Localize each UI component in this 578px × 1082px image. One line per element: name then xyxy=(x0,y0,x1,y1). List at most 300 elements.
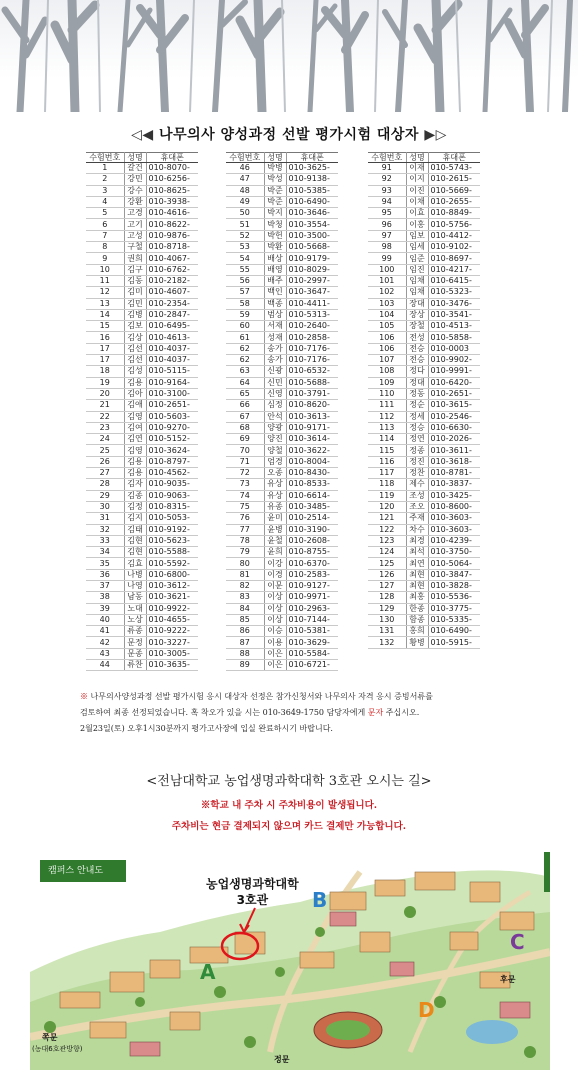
exam-number-cell: 79 xyxy=(226,547,264,558)
name-cell: 배영 xyxy=(264,264,286,275)
name-cell: 장대 xyxy=(406,298,428,309)
table-row xyxy=(86,468,198,479)
table-row xyxy=(226,298,338,309)
exam-number-cell: 91 xyxy=(368,163,406,174)
name-cell: 김용 xyxy=(124,377,146,388)
campus-map xyxy=(30,852,550,1070)
phone-cell: 010-5668- xyxy=(286,242,338,253)
table-row xyxy=(226,490,338,501)
name-cell: 양광 xyxy=(264,422,286,433)
phone-cell: 010-2615- xyxy=(428,174,480,185)
table-row xyxy=(368,377,480,388)
phone-cell: 010-3646- xyxy=(286,208,338,219)
name-cell: 송가 xyxy=(264,355,286,366)
notice-line-1: ※ 나무의사양성과정 선발 평가시험 응시 대상자 선정은 참가신청서와 나무의사 자격 응시 증빙서류를 xyxy=(80,692,433,701)
exam-number-cell: 112 xyxy=(368,411,406,422)
table-row xyxy=(86,163,198,174)
table-row xyxy=(368,411,480,422)
target-building-label: 농업생명과학대학 3호관 xyxy=(206,877,299,907)
exam-number-cell: 52 xyxy=(226,230,264,241)
name-cell: 최현 xyxy=(406,580,428,591)
exam-number-cell: 21 xyxy=(86,400,124,411)
exam-number-cell: 77 xyxy=(226,524,264,535)
exam-number-cell: 19 xyxy=(86,377,124,388)
phone-cell: 010-4217- xyxy=(428,264,480,275)
phone-cell: 010-3614- xyxy=(286,434,338,445)
phone-cell: 010-5536- xyxy=(428,592,480,603)
name-cell: 최홍 xyxy=(406,592,428,603)
map-zone-c: C xyxy=(510,930,525,954)
phone-cell: 010-8600- xyxy=(428,501,480,512)
table-row xyxy=(226,648,338,659)
phone-cell: 010-5756- xyxy=(428,219,480,230)
table-row xyxy=(226,174,338,185)
name-cell: 박성 xyxy=(264,174,286,185)
exam-number-cell: 31 xyxy=(86,513,124,524)
name-cell: 최연 xyxy=(406,558,428,569)
exam-number-cell: 126 xyxy=(368,569,406,580)
phone-cell: 010-4616- xyxy=(146,208,198,219)
phone-cell: 010-3613- xyxy=(286,411,338,422)
table-row xyxy=(368,208,480,219)
phone-cell: 010-3837- xyxy=(428,479,480,490)
phone-cell: 010-8533- xyxy=(286,479,338,490)
table-row xyxy=(226,524,338,535)
phone-cell: 010-5688- xyxy=(286,377,338,388)
map-badge: 캠퍼스 안내도 xyxy=(40,860,126,882)
table-row xyxy=(368,163,480,174)
name-cell: 안석 xyxy=(264,411,286,422)
phone-cell: 010-2608- xyxy=(286,535,338,546)
name-cell: 김자 xyxy=(124,479,146,490)
exam-number-cell: 101 xyxy=(368,275,406,286)
table-row xyxy=(226,230,338,241)
name-cell: 윤병 xyxy=(264,524,286,535)
table-row xyxy=(226,377,338,388)
table-row xyxy=(226,547,338,558)
name-cell: 전승 xyxy=(406,355,428,366)
name-cell: 이상 xyxy=(264,614,286,625)
phone-cell: 010-3603- xyxy=(428,524,480,535)
phone-cell: 010-5152- xyxy=(146,434,198,445)
phone-cell: 010-6415- xyxy=(428,275,480,286)
exam-number-cell: 17 xyxy=(86,343,124,354)
table-row xyxy=(226,332,338,343)
table-row xyxy=(368,456,480,467)
phone-cell: 010-3625- xyxy=(286,163,338,174)
table-row xyxy=(86,603,198,614)
table-row xyxy=(86,298,198,309)
phone-cell: 010-9127- xyxy=(286,580,338,591)
exam-number-cell: 40 xyxy=(86,614,124,625)
phone-cell: 010-8430- xyxy=(286,468,338,479)
name-cell: 김용 xyxy=(124,468,146,479)
name-cell: 김현 xyxy=(124,547,146,558)
name-cell: 고기 xyxy=(124,219,146,230)
table-row xyxy=(86,614,198,625)
name-cell: 김효 xyxy=(124,558,146,569)
name-cell: 김선 xyxy=(124,355,146,366)
exam-number-cell: 48 xyxy=(226,185,264,196)
exam-number-cell: 34 xyxy=(86,547,124,558)
name-cell: 나영 xyxy=(124,580,146,591)
side-gate-label: 쪽문 xyxy=(42,1033,58,1042)
table-row xyxy=(86,366,198,377)
table-row xyxy=(86,264,198,275)
table-row xyxy=(368,253,480,264)
table-row xyxy=(368,535,480,546)
table-row xyxy=(226,445,338,456)
exam-number-cell: 6 xyxy=(86,219,124,230)
exam-number-cell: 8 xyxy=(86,242,124,253)
main-gate-label: 정문 xyxy=(274,1055,290,1064)
name-cell: 김구 xyxy=(124,264,146,275)
table-row xyxy=(86,422,198,433)
name-cell: 장철 xyxy=(406,321,428,332)
phone-cell: 010-8029- xyxy=(286,264,338,275)
name-cell: 송가 xyxy=(264,343,286,354)
table-row xyxy=(86,637,198,648)
name-cell: 최현 xyxy=(406,569,428,580)
exam-number-cell: 97 xyxy=(368,230,406,241)
candidates-table-3 xyxy=(368,152,480,649)
phone-cell: 010-5743- xyxy=(428,163,480,174)
exam-number-cell: 109 xyxy=(368,377,406,388)
name-cell: 노대 xyxy=(124,603,146,614)
table-row xyxy=(86,592,198,603)
exam-number-cell: 18 xyxy=(86,366,124,377)
phone-cell: 010-2655- xyxy=(428,196,480,207)
table-row xyxy=(226,355,338,366)
name-cell: 정종 xyxy=(406,445,428,456)
exam-number-cell: 106 xyxy=(368,332,406,343)
header-banner xyxy=(0,0,578,112)
exam-number-cell: 22 xyxy=(86,411,124,422)
name-cell: 박청 xyxy=(264,219,286,230)
phone-cell: 010-5858- xyxy=(428,332,480,343)
name-cell: 임준 xyxy=(406,253,428,264)
phone-cell: 010-2640- xyxy=(286,321,338,332)
phone-cell: 010-6762- xyxy=(146,264,198,275)
exam-number-cell: 11 xyxy=(86,275,124,286)
col-header-phone: 휴대폰 xyxy=(286,153,338,163)
exam-number-cell: 123 xyxy=(368,535,406,546)
exam-number-cell: 50 xyxy=(226,208,264,219)
exam-number-cell: 4 xyxy=(86,196,124,207)
exam-number-cell: 69 xyxy=(226,434,264,445)
name-cell: 김아 xyxy=(124,388,146,399)
exam-number-cell: 36 xyxy=(86,569,124,580)
exam-number-cell: 128 xyxy=(368,592,406,603)
exam-number-cell: 93 xyxy=(368,185,406,196)
phone-cell: 010-3100- xyxy=(146,388,198,399)
phone-cell: 010-7144- xyxy=(286,614,338,625)
col-header-phone: 휴대폰 xyxy=(428,153,480,163)
exam-number-cell: 49 xyxy=(226,196,264,207)
col-header-name: 성명 xyxy=(406,153,428,163)
notice-sms-word: 문자 xyxy=(367,708,384,717)
exam-number-cell: 107 xyxy=(368,355,406,366)
table-row xyxy=(86,434,198,445)
table-row xyxy=(86,524,198,535)
table-row xyxy=(226,637,338,648)
phone-cell: 010-4655- xyxy=(146,614,198,625)
exam-number-cell: 87 xyxy=(226,637,264,648)
phone-cell: 010-3227- xyxy=(146,637,198,648)
name-cell: 박환 xyxy=(264,242,286,253)
title-arrow-right: ▶▷ xyxy=(424,127,447,143)
name-cell: 정승 xyxy=(406,422,428,433)
side-gate-sublabel: (농대6호관방향) xyxy=(32,1045,83,1053)
name-cell: 박헌 xyxy=(264,230,286,241)
name-cell: 장상 xyxy=(406,309,428,320)
table-row xyxy=(226,626,338,637)
notice-text xyxy=(80,689,510,737)
phone-cell: 010-3425- xyxy=(428,490,480,501)
table-row xyxy=(368,501,480,512)
exam-number-cell: 59 xyxy=(226,309,264,320)
candidates-table-2 xyxy=(226,152,338,671)
phone-cell: 010-2514- xyxy=(286,513,338,524)
exam-number-cell: 5 xyxy=(86,208,124,219)
table-row xyxy=(226,400,338,411)
name-cell: 이재 xyxy=(406,163,428,174)
phone-cell: 010-5053- xyxy=(146,513,198,524)
table-row xyxy=(226,422,338,433)
table-row xyxy=(368,626,480,637)
name-cell: 김영 xyxy=(124,411,146,422)
exam-number-cell: 61 xyxy=(226,332,264,343)
exam-number-cell: 125 xyxy=(368,558,406,569)
exam-number-cell: 108 xyxy=(368,366,406,377)
col-header-number: 수험번호 xyxy=(368,153,406,163)
table-row xyxy=(226,614,338,625)
table-row xyxy=(368,242,480,253)
phone-cell: 010-6256- xyxy=(146,174,198,185)
exam-number-cell: 78 xyxy=(226,535,264,546)
phone-cell: 010-6800- xyxy=(146,569,198,580)
table-row xyxy=(86,275,198,286)
exam-number-cell: 122 xyxy=(368,524,406,535)
name-cell: 백인 xyxy=(264,287,286,298)
exam-number-cell: 53 xyxy=(226,242,264,253)
phone-cell: 010-3622- xyxy=(286,445,338,456)
table-row xyxy=(86,377,198,388)
table-row xyxy=(226,253,338,264)
name-cell: 유종 xyxy=(264,501,286,512)
name-cell: 심정 xyxy=(264,400,286,411)
name-cell: 남동 xyxy=(124,592,146,603)
name-cell: 최석 xyxy=(406,547,428,558)
table-row xyxy=(368,445,480,456)
table-row xyxy=(86,185,198,196)
phone-cell: 010-9164- xyxy=(146,377,198,388)
exam-number-cell: 80 xyxy=(226,558,264,569)
phone-cell: 010-3554- xyxy=(286,219,338,230)
title-arrow-left: ◁◀ xyxy=(131,127,154,143)
exam-number-cell: 89 xyxy=(226,660,264,671)
name-cell: 조성 xyxy=(406,490,428,501)
table-row xyxy=(368,219,480,230)
name-cell: 김태 xyxy=(124,524,146,535)
title-text: 나무의사 양성과정 선발 평가시험 대상자 xyxy=(159,127,419,143)
exam-number-cell: 56 xyxy=(226,275,264,286)
phone-cell: 010-3618- xyxy=(428,456,480,467)
exam-number-cell: 127 xyxy=(368,580,406,591)
phone-cell: 010-8004- xyxy=(286,456,338,467)
table-row xyxy=(368,196,480,207)
col-header-phone: 휴대폰 xyxy=(146,153,198,163)
phone-cell: 010-3615- xyxy=(428,400,480,411)
phone-cell: 010-2546- xyxy=(428,411,480,422)
table-row xyxy=(226,456,338,467)
phone-cell: 010-9102- xyxy=(428,242,480,253)
name-cell: 윤미 xyxy=(264,513,286,524)
phone-cell: 010-5623- xyxy=(146,535,198,546)
phone-cell: 010-3938- xyxy=(146,196,198,207)
exam-number-cell: 62 xyxy=(226,343,264,354)
table-row xyxy=(226,603,338,614)
phone-cell: 010-7176- xyxy=(286,355,338,366)
name-cell: 오종 xyxy=(264,468,286,479)
table-row xyxy=(368,298,480,309)
table-row xyxy=(368,524,480,535)
name-cell: 이지 xyxy=(406,174,428,185)
phone-cell: 010-6630- xyxy=(428,422,480,433)
exam-number-cell: 115 xyxy=(368,445,406,456)
exam-number-cell: 94 xyxy=(368,196,406,207)
phone-cell: 010-9971- xyxy=(286,592,338,603)
exam-number-cell: 82 xyxy=(226,580,264,591)
exam-number-cell: 84 xyxy=(226,603,264,614)
table-row xyxy=(226,411,338,422)
page-title xyxy=(0,124,578,144)
phone-cell: 010-6721- xyxy=(286,660,338,671)
name-cell: 홍희 xyxy=(406,626,428,637)
name-cell: 문종 xyxy=(124,648,146,659)
phone-cell: 010-9035- xyxy=(146,479,198,490)
exam-number-cell: 46 xyxy=(226,163,264,174)
exam-number-cell: 117 xyxy=(368,468,406,479)
phone-cell: 010-2026- xyxy=(428,434,480,445)
name-cell: 박준 xyxy=(264,185,286,196)
table-row xyxy=(86,547,198,558)
table-row xyxy=(86,208,198,219)
table-row xyxy=(226,479,338,490)
name-cell: 양진 xyxy=(264,434,286,445)
table-row xyxy=(368,637,480,648)
phone-cell: 010-9192- xyxy=(146,524,198,535)
map-zone-d: D xyxy=(418,998,435,1022)
name-cell: 이홍 xyxy=(406,219,428,230)
exam-number-cell: 96 xyxy=(368,219,406,230)
name-cell: 김민 xyxy=(124,298,146,309)
name-cell: 임세 xyxy=(406,242,428,253)
back-gate-label: 후문 xyxy=(500,975,516,984)
name-cell: 김여 xyxy=(124,422,146,433)
map-accent-bar xyxy=(544,852,550,892)
exam-number-cell: 37 xyxy=(86,580,124,591)
phone-cell: 010-3624- xyxy=(146,445,198,456)
table-row xyxy=(86,230,198,241)
phone-cell: 010-9922- xyxy=(146,603,198,614)
name-cell: 이은 xyxy=(264,660,286,671)
phone-cell: 010-4562- xyxy=(146,468,198,479)
table-row xyxy=(86,388,198,399)
table-row xyxy=(226,535,338,546)
phone-cell: 010-8622- xyxy=(146,219,198,230)
col-header-name: 성명 xyxy=(264,153,286,163)
table-row xyxy=(226,321,338,332)
table-row xyxy=(226,275,338,286)
name-cell: 나병 xyxy=(124,569,146,580)
phone-cell: 010-3190- xyxy=(286,524,338,535)
name-cell: 이상 xyxy=(264,592,286,603)
name-cell: 정진 xyxy=(406,456,428,467)
phone-cell: 010-2651- xyxy=(428,388,480,399)
phone-cell: 010-5381- xyxy=(286,626,338,637)
phone-cell: 010-4239- xyxy=(428,535,480,546)
exam-number-cell: 106 xyxy=(368,343,406,354)
name-cell: 신영 xyxy=(264,388,286,399)
table-row xyxy=(368,569,480,580)
phone-cell: 010-9138- xyxy=(286,174,338,185)
phone-cell: 010-3647- xyxy=(286,287,338,298)
table-row xyxy=(368,580,480,591)
col-header-number: 수험번호 xyxy=(226,153,264,163)
table-row xyxy=(86,411,198,422)
phone-cell: 010-2847- xyxy=(146,309,198,320)
exam-number-cell: 30 xyxy=(86,501,124,512)
phone-cell: 010-2182- xyxy=(146,275,198,286)
name-cell: 제수 xyxy=(406,479,428,490)
phone-cell: 010-6614- xyxy=(286,490,338,501)
exam-number-cell: 67 xyxy=(226,411,264,422)
exam-number-cell: 3 xyxy=(86,185,124,196)
exam-number-cell: 20 xyxy=(86,388,124,399)
exam-number-cell: 119 xyxy=(368,490,406,501)
name-cell: 정연 xyxy=(406,434,428,445)
table-row xyxy=(226,388,338,399)
phone-cell: 010-9171- xyxy=(286,422,338,433)
name-cell: 유상 xyxy=(264,479,286,490)
name-cell: 노상 xyxy=(124,614,146,625)
table-row xyxy=(368,355,480,366)
exam-number-cell: 88 xyxy=(226,648,264,659)
table-row xyxy=(368,513,480,524)
name-cell: 갈건 xyxy=(124,163,146,174)
exam-number-cell: 74 xyxy=(226,490,264,501)
table-row xyxy=(86,219,198,230)
name-cell: 이강 xyxy=(264,558,286,569)
table-row xyxy=(86,253,198,264)
table-row xyxy=(368,490,480,501)
name-cell: 김동 xyxy=(124,275,146,286)
candidates-table-1 xyxy=(86,152,198,671)
winter-trees-illustration xyxy=(0,0,578,112)
exam-number-cell: 23 xyxy=(86,422,124,433)
exam-number-cell: 42 xyxy=(86,637,124,648)
table-row xyxy=(368,174,480,185)
phone-cell: 010-6532- xyxy=(286,366,338,377)
exam-number-cell: 132 xyxy=(368,637,406,648)
table-row xyxy=(86,626,198,637)
name-cell: 정동 xyxy=(406,388,428,399)
phone-cell: 010-3612- xyxy=(146,580,198,591)
exam-number-cell: 129 xyxy=(368,603,406,614)
name-cell: 서재 xyxy=(264,321,286,332)
name-cell: 차수 xyxy=(406,524,428,535)
